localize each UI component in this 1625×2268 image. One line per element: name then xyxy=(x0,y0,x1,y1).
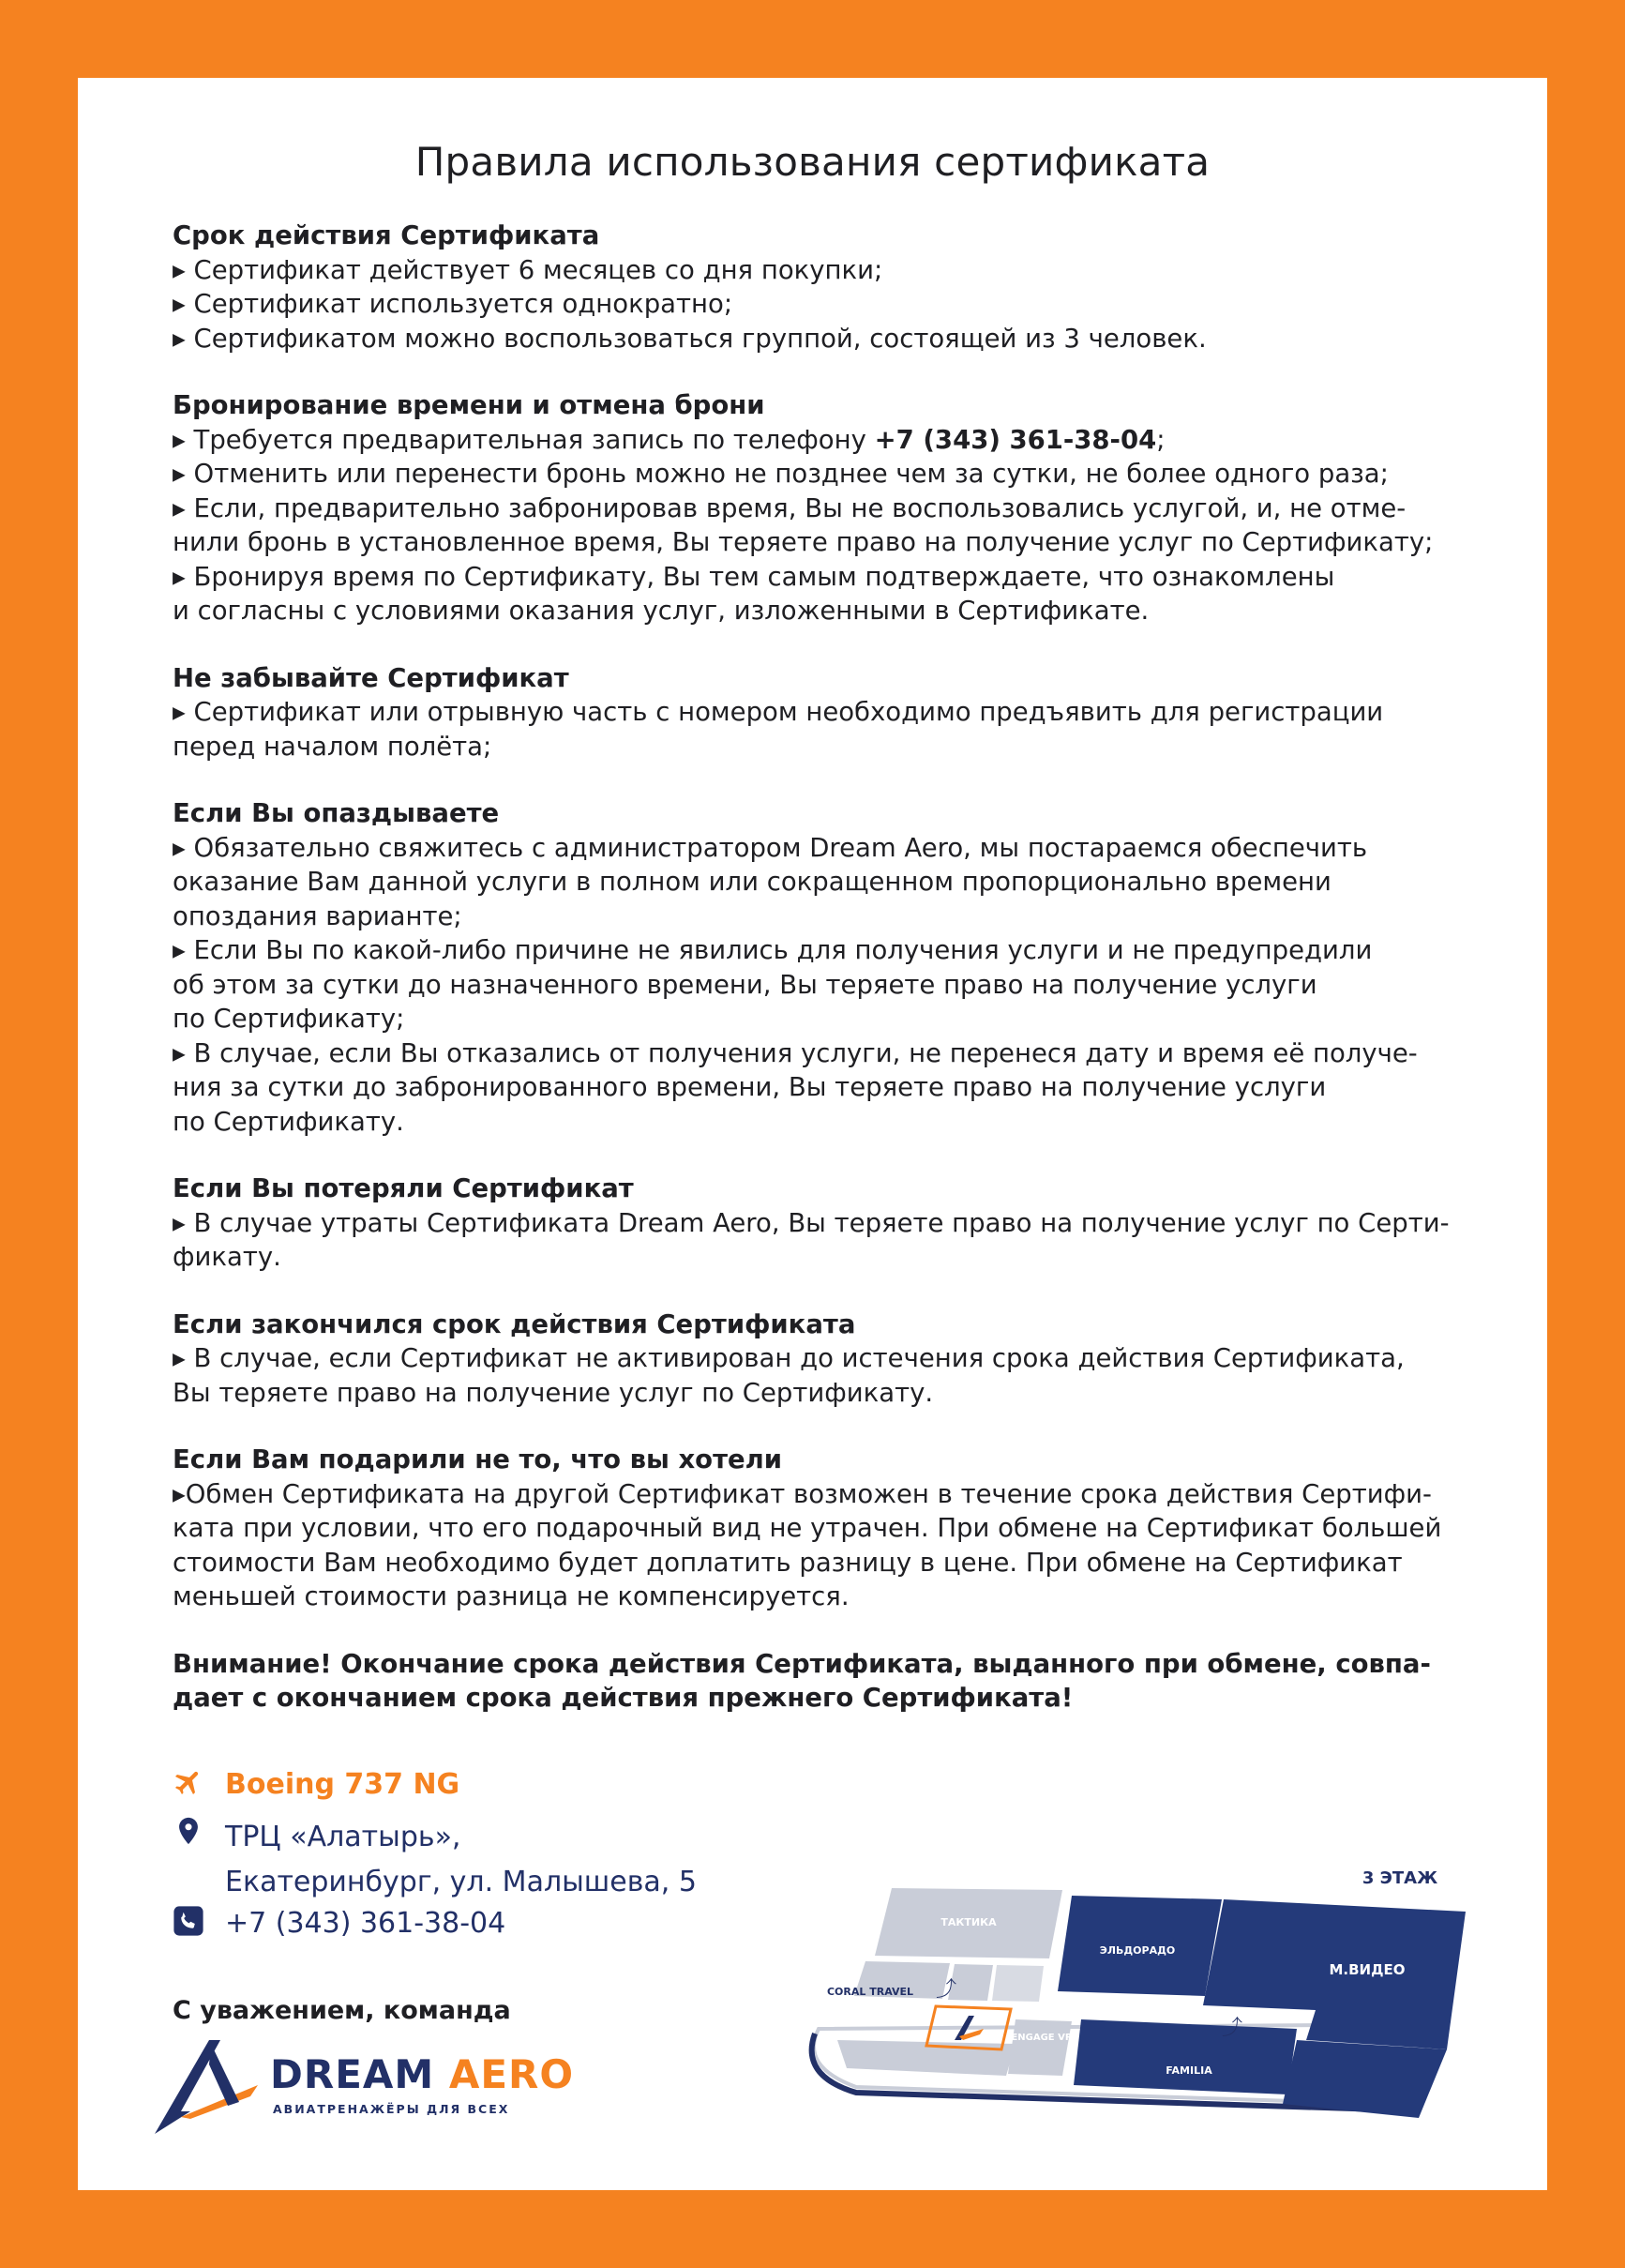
rule-line: ▸Обмен Сертификата на другой Сертификат возможен в течение срока действия Сертифи- xyxy=(173,1478,1432,1509)
floor-map-svg xyxy=(734,1794,1512,2170)
rule-line: опоздания варианте; xyxy=(173,900,462,931)
booking-phone: +7 (343) 361-38-04 xyxy=(874,424,1157,455)
phone-link[interactable]: +7 (343) 361-38-04 xyxy=(225,1907,506,1940)
map-label-coral-travel: CORAL TRAVEL xyxy=(826,1986,914,1998)
rule-line: и согласны с условиями оказания услуг, изложенными в Сертификате. xyxy=(173,596,1150,626)
rule-line: ▸ В случае утраты Сертификата Dream Aero, Вы теряете право на получение услуг по Серти- xyxy=(173,1207,1450,1238)
map-floor-label: 3 ЭТАЖ xyxy=(1362,1868,1438,1888)
escalator-icon: ⤴ xyxy=(1222,2017,1243,2040)
location-pin-icon xyxy=(173,1815,204,1847)
section-booking xyxy=(173,388,1467,628)
rule-line: ▸ Сертификат используется однократно; xyxy=(173,289,733,319)
section-heading: Срок действия Сертификата xyxy=(173,220,600,250)
section-lost xyxy=(173,1172,1467,1275)
warning-line: Внимание! Окончание срока действия Сертификата, выданного при обмене, совпа- xyxy=(173,1648,1431,1679)
section-expired xyxy=(173,1308,1467,1411)
rule-text: ; xyxy=(1156,424,1166,455)
page-title: Правила использования сертификата xyxy=(414,139,1211,185)
rule-line: ▸ Если Вы по какой-либо причине не явились для получения услуги и не предупредили xyxy=(173,935,1373,965)
section-heading: Если Вы потеряли Сертификат xyxy=(173,1173,634,1203)
logo-tagline: АВИАТРЕНАЖЁРЫ ДЛЯ ВСЕХ xyxy=(273,2102,510,2116)
rule-line: меньшей стоимости разница не компенсируется. xyxy=(173,1581,850,1611)
section-exchange xyxy=(173,1443,1467,1614)
section-heading: Если закончился срок действия Сертификата xyxy=(173,1308,856,1339)
rule-line: ▸ В случае, если Сертификат не активирован до истечения срока действия Сертификата, xyxy=(173,1343,1405,1373)
escalator-icon: ⤴ xyxy=(936,1978,957,2002)
section-late xyxy=(173,796,1467,1139)
rules-list xyxy=(173,219,1467,1716)
rule-text: ▸ Требуется предварительная запись по телефону xyxy=(173,424,875,455)
rule-line: оказание Вам данной услуги в полном или сокращенном пропорционально времени xyxy=(173,867,1332,897)
rule-line: по Сертификату. xyxy=(173,1106,404,1137)
regards-text: С уважением, команда xyxy=(173,1996,511,2025)
section-remember xyxy=(173,661,1467,764)
rule-line: по Сертификату; xyxy=(173,1004,405,1034)
map-label-taktika: ТАКТИКА xyxy=(940,1916,997,1928)
dream-aero-logo xyxy=(153,2036,575,2139)
rule-line: ▸ Сертификатом можно воспользоваться группой, состоящей из 3 человек. xyxy=(173,323,1207,354)
map-label-engage-vr: ENGAGE VR xyxy=(1011,2033,1073,2043)
logo-word-dream: DREAM xyxy=(270,2051,435,2097)
airplane-icon xyxy=(173,1766,204,1798)
map-label-mvideo: М.ВИДЕО xyxy=(1329,1961,1406,1978)
warning-note xyxy=(173,1647,1467,1716)
mall-floor-map xyxy=(734,1794,1512,2170)
rule-line: ▸ Сертификат действует 6 месяцев со дня покупки; xyxy=(173,254,883,285)
section-heading: Если Вы опаздываете xyxy=(173,798,500,828)
section-validity xyxy=(173,219,1467,355)
rule-line: нили бронь в установленное время, Вы теряете право на получение услуг по Сертификату; xyxy=(173,527,1434,557)
rule-line: ▸ Сертификат или отрывную часть с номером необходимо предъявить для регистрации xyxy=(173,697,1384,727)
rule-line xyxy=(173,423,1467,458)
phone-icon xyxy=(173,1905,204,1937)
rule-line: перед началом полёта; xyxy=(173,731,492,762)
map-label-familia: FAMILIA xyxy=(1166,2064,1212,2077)
rule-line: ния за сутки до забронированного времени, Вы теряете право на получение услуги xyxy=(173,1072,1327,1102)
address-mall: ТРЦ «Алатырь», xyxy=(225,1821,461,1853)
warning-line: дает с окончанием срока действия прежнего Сертификата! xyxy=(173,1683,1074,1713)
logo-wordmark xyxy=(270,2051,574,2097)
address-line xyxy=(225,1815,697,1905)
rule-line: ▸ В случае, если Вы отказались от получения услуги, не перенеся дату и время её получе- xyxy=(173,1037,1418,1068)
rule-line: ▸ Обязательно свяжитесь с администратором Dream Aero, мы постараемся обеспечить xyxy=(173,832,1368,863)
store-gray-block xyxy=(992,1965,1044,2002)
store-engage-vr xyxy=(1008,2019,1072,2076)
rule-line: ката при условии, что его подарочный вид не утрачен. При обмене на Сертификат большей xyxy=(173,1513,1442,1543)
map-label-eldorado: ЭЛЬДОРАДО xyxy=(1099,1944,1176,1957)
certificate-sheet xyxy=(78,78,1547,2190)
section-heading: Если Вам подарили не то, что вы хотели xyxy=(173,1444,783,1474)
rule-line: ▸ Если, предварительно забронировав время, Вы не воспользовались услугой, и, не отме- xyxy=(173,492,1407,523)
section-heading: Бронирование времени и отмена брони xyxy=(173,390,765,420)
rule-line: фикату. xyxy=(173,1242,281,1272)
address-street: Екатеринбург, ул. Малышева, 5 xyxy=(225,1866,697,1898)
rule-line: об этом за сутки до назначенного времени, Вы теряете право на получение услуги xyxy=(173,969,1317,1000)
logo-mark-icon xyxy=(153,2036,265,2139)
logo-word-aero: AERO xyxy=(448,2051,575,2097)
section-heading: Не забывайте Сертификат xyxy=(173,662,569,693)
rule-line: ▸ Бронируя время по Сертификату, Вы тем самым подтверждаете, что ознакомлены xyxy=(173,561,1335,592)
rule-line: ▸ Отменить или перенести бронь можно не позднее чем за сутки, не более одного раза; xyxy=(173,459,1389,489)
store-familia xyxy=(1074,2019,1297,2094)
store-navy-block xyxy=(1283,2040,1447,2118)
rule-line: Вы теряете право на получение услуг по Сертификату. xyxy=(173,1377,934,1408)
aircraft-model: Boeing 737 NG xyxy=(225,1768,460,1801)
rule-line: стоимости Вам необходимо будет доплатить разницу в цене. При обмене на Сертификат xyxy=(173,1547,1403,1578)
